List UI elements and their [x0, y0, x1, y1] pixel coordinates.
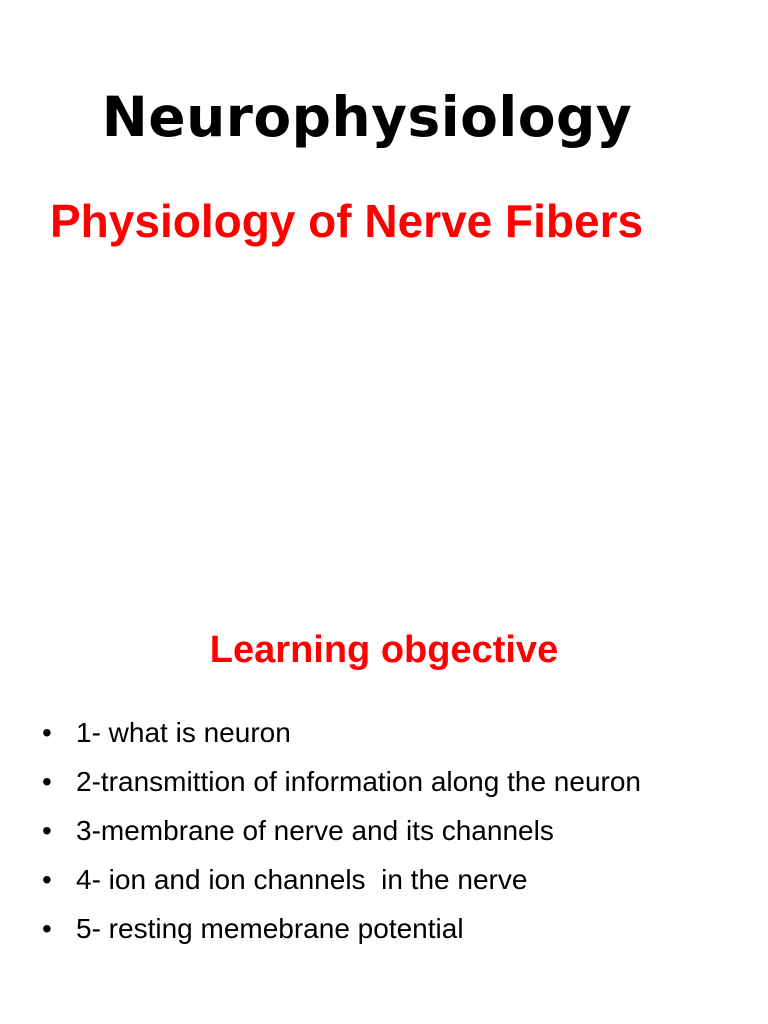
objective-item [40, 859, 740, 900]
objective-text: 5- resting memebrane potential [76, 913, 464, 944]
section-heading: Learning obgective [209, 629, 559, 671]
objective-text: 4- ion and ion channels in the nerve [76, 864, 528, 895]
main-title: Neurophysiology [101, 85, 633, 149]
objective-text: 1- what is neuron [76, 717, 291, 748]
objective-text: 3-membrane of nerve and its channels [76, 815, 554, 846]
bullet-icon: • [42, 864, 52, 895]
bullet-icon: • [42, 717, 52, 748]
objectives-list [40, 712, 740, 957]
bullet-icon: • [42, 766, 52, 797]
subtitle: Physiology of Nerve Fibers [50, 195, 644, 247]
objective-item [40, 712, 740, 753]
bullet-icon: • [42, 815, 52, 846]
objective-item [40, 761, 740, 802]
objective-text: 2-transmittion of information along the neuron [76, 766, 641, 797]
bullet-icon: • [42, 913, 52, 944]
objective-item [40, 908, 740, 949]
objective-item [40, 810, 740, 851]
